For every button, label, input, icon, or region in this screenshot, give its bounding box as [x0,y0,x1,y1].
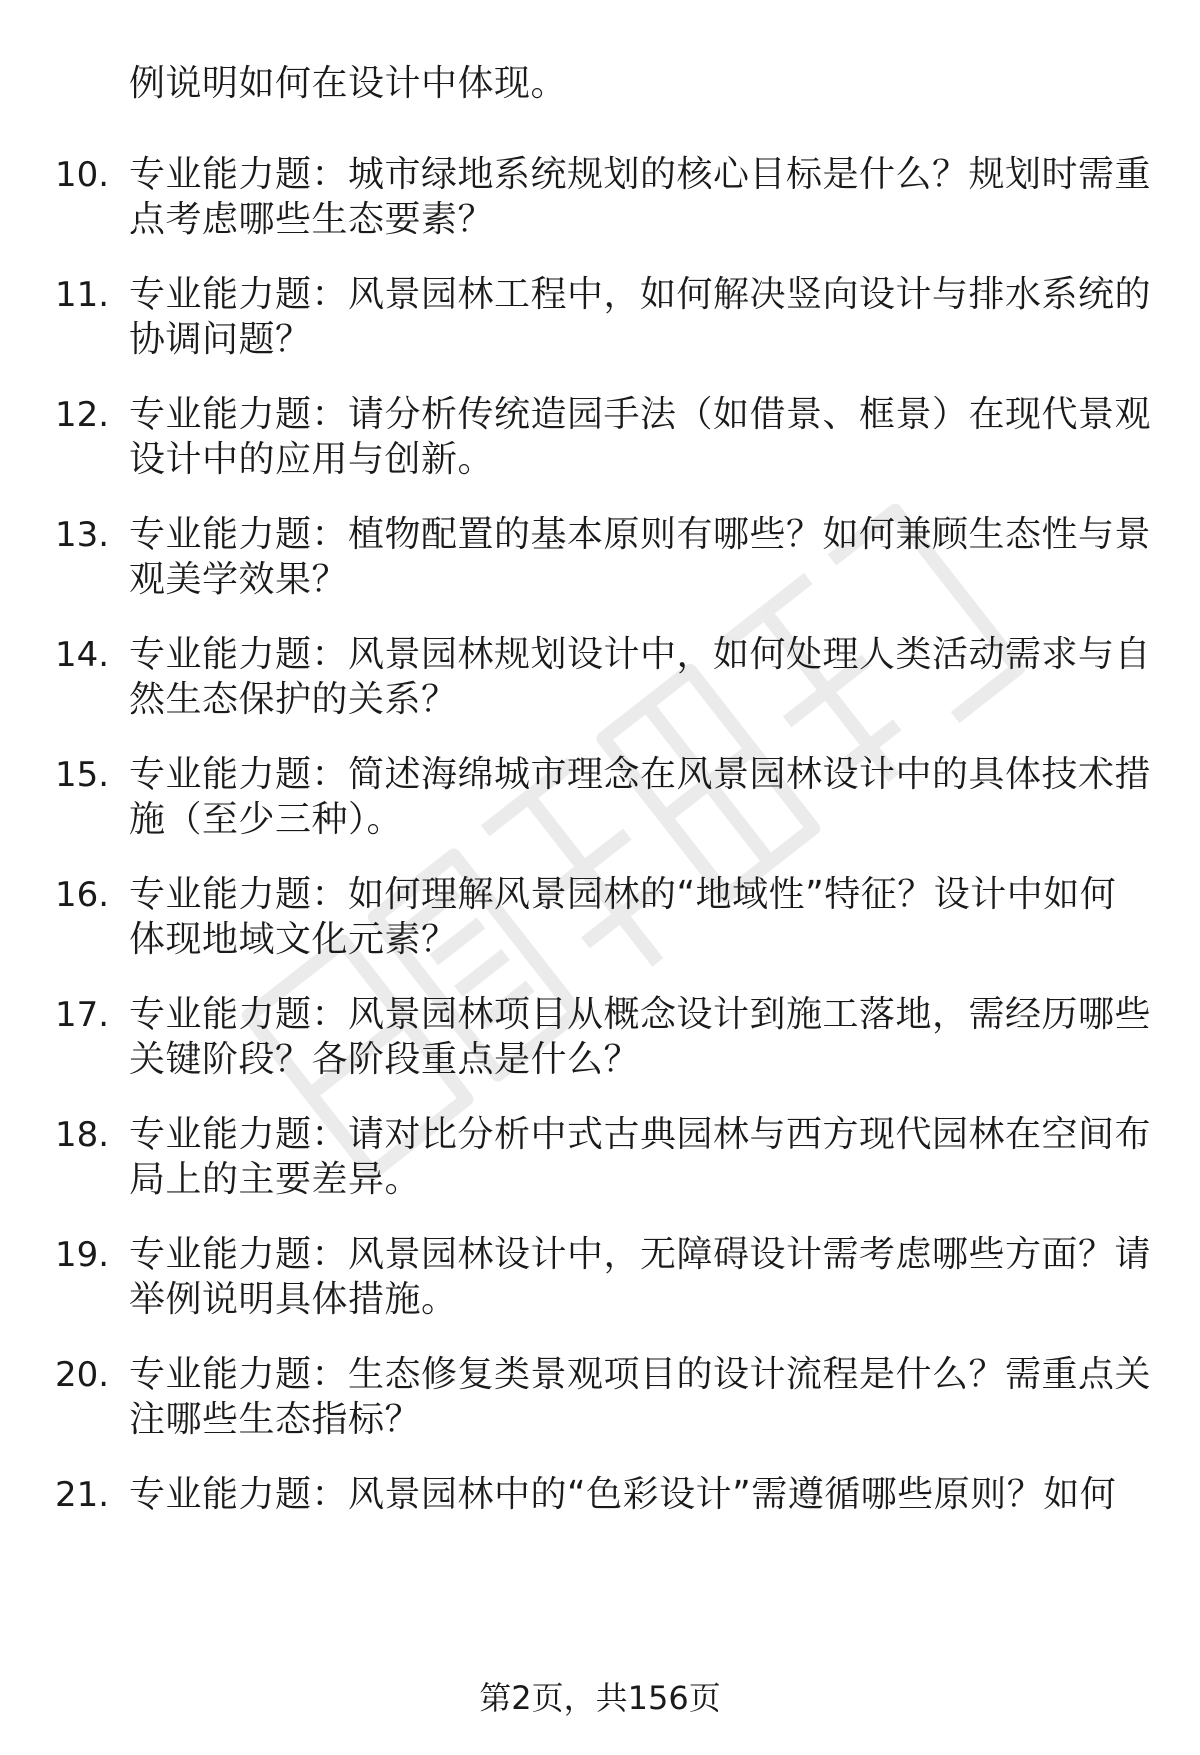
question-text-line: 点考虑哪些生态要素？ [129,199,495,240]
page-footer: 第2页，共156页 [479,1679,721,1717]
question-number: 14. [55,635,110,675]
question-text-line: 专业能力题：如何理解风景园林的“地域性”特征？设计中如何 [129,874,1117,915]
question-text-line: 专业能力题：生态修复类景观项目的设计流程是什么？需重点关 [129,1354,1152,1395]
question-text-line: 专业能力题：风景园林设计中，无障碍设计需考虑哪些方面？请 [129,1234,1152,1275]
question-text-line: 体现地域文化元素？ [129,919,458,960]
question-text-line: 专业能力题：请对比分析中式古典园林与西方现代园林在空间布 [129,1114,1152,1155]
question-text-line: 专业能力题：风景园林项目从概念设计到施工落地，需经历哪些 [129,994,1152,1035]
question-text-line: 举例说明具体措施。 [129,1279,458,1320]
question-number: 11. [55,275,110,315]
question-number: 13. [55,515,110,555]
question-text-line: 专业能力题：请分析传统造园手法（如借景、框景）在现代景观 [129,394,1152,435]
question-text-line: 专业能力题：植物配置的基本原则有哪些？如何兼顾生态性与景 [129,514,1152,555]
question-text-line: 然生态保护的关系？ [129,679,458,720]
question-text-line: 局上的主要差异。 [129,1159,422,1200]
question-number: 19. [55,1235,110,1275]
question-number: 20. [55,1355,110,1395]
question-number: 21. [55,1475,110,1515]
question-number: 12. [55,395,110,435]
question-text-line: 专业能力题：风景园林规划设计中，如何处理人类活动需求与自 [129,634,1152,675]
question-text-line: 施（至少三种）。 [129,799,404,840]
question-text-line: 专业能力题：城市绿地系统规划的核心目标是什么？规划时需重 [129,154,1152,195]
question-number: 10. [55,155,110,195]
question-text-line: 关键阶段？各阶段重点是什么？ [129,1039,641,1080]
continuation-line: 例说明如何在设计中体现。 [129,63,568,104]
question-text-line: 专业能力题：风景园林中的“色彩设计”需遵循哪些原则？如何 [129,1474,1117,1515]
question-text-line: 设计中的应用与创新。 [129,439,495,480]
question-text-line: 注哪些生态指标？ [129,1399,422,1440]
question-text-line: 专业能力题：风景园林工程中，如何解决竖向设计与排水系统的 [129,274,1152,315]
question-text-line: 观美学效果？ [129,559,349,600]
question-number: 18. [55,1115,110,1155]
question-text-line: 协调问题？ [129,319,312,360]
question-text-line: 专业能力题：简述海绵城市理念在风景园林设计中的具体技术措 [129,754,1152,795]
question-number: 15. [55,755,110,795]
question-number: 17. [55,995,110,1035]
question-number: 16. [55,875,110,915]
